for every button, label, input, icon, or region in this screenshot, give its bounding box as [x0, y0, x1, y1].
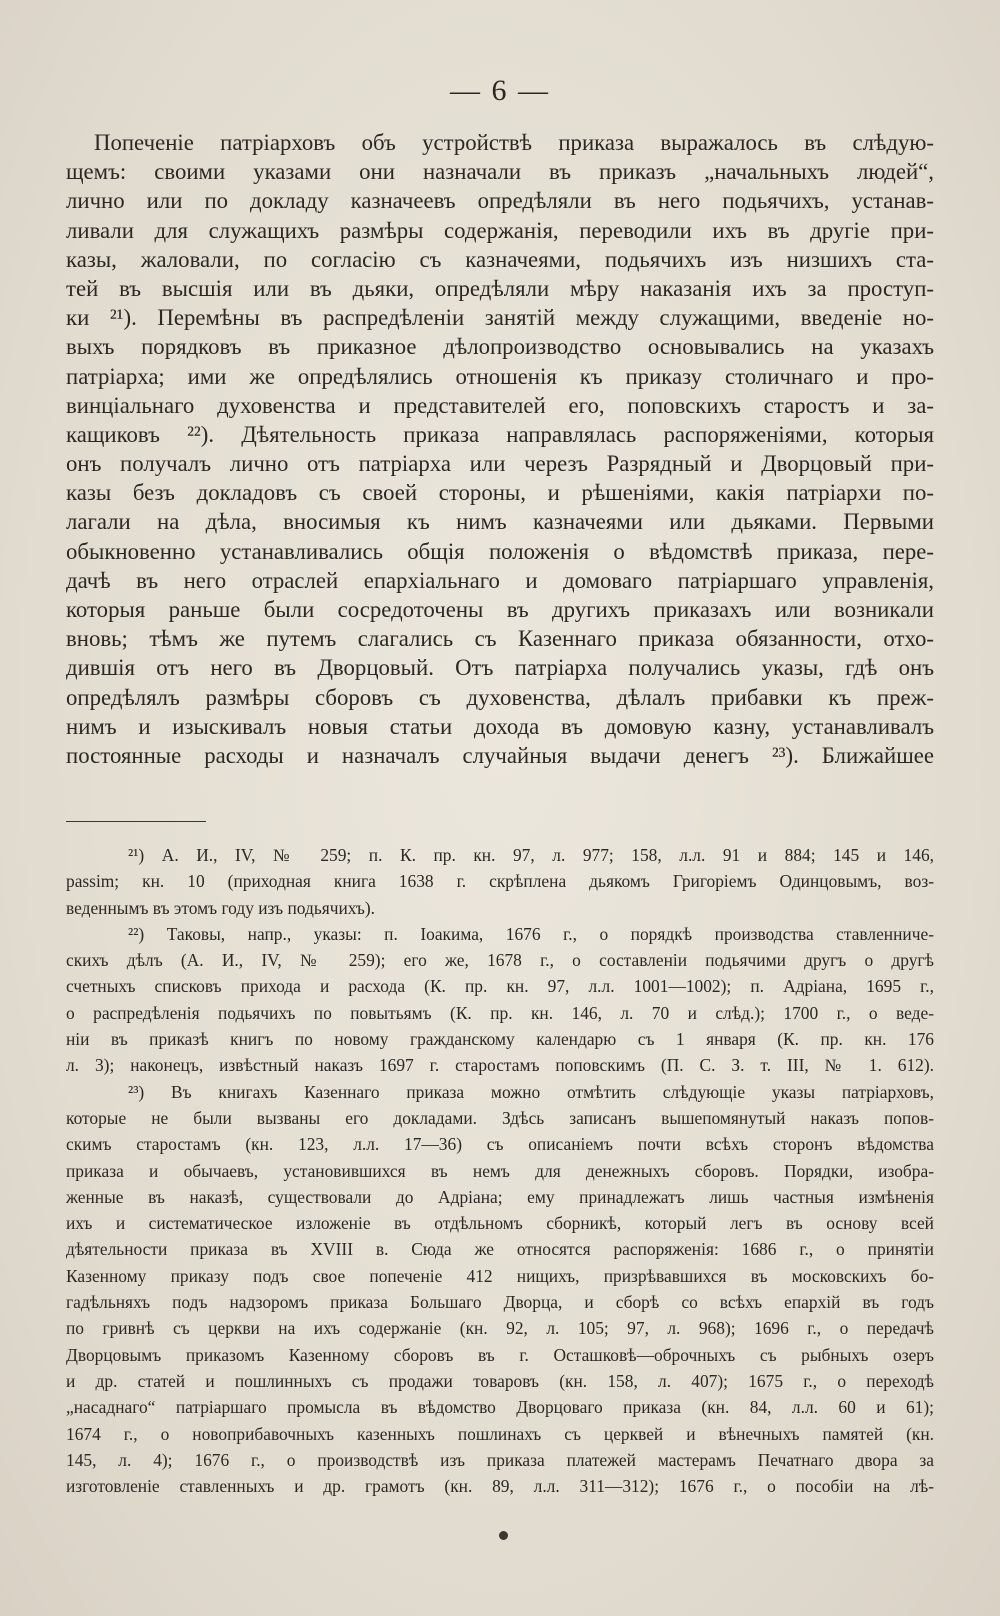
footnote-line: ²¹) А. И., IV, № 259; п. К. пр. кн. 97, л. 977; 158, л.л. 91 и 884; 145 и 146, — [128, 845, 934, 865]
footnote-line: passim; кн. 10 (приходная книга 1638 г. скрѣплена дьякомъ Григоріемъ Одинцовымъ, воз- — [66, 871, 934, 892]
ink-speck — [499, 1531, 508, 1540]
text-line: нимъ и изыскивалъ новыя статьи дохода въ домовую казну, устанавливалъ — [66, 713, 934, 739]
footnote-line: л. 3); наконецъ, извѣстный наказъ 1697 г. старостамъ поповскимъ (П. С. З. т. III, № 1. 612). — [66, 1055, 934, 1076]
text-line: тей въ высшія или въ дьяки, опредѣляли мѣру наказанія ихъ за проступ- — [66, 275, 934, 301]
footnote-line: счетныхъ списковъ прихода и расхода (К. пр. кн. 97, л.л. 1001—1002); п. Адріана, 1695 г., — [66, 976, 934, 997]
text-line: которыя раньше были сосредоточены въ другихъ приказахъ или возникали — [66, 597, 934, 622]
text-line: дачѣ въ него отраслей епархіальнаго и домоваго патріаршаго управленія, — [66, 567, 934, 593]
footnote-line: женные въ наказѣ, существовали до Адріана; ему принадлежатъ лишь частныя измѣненія — [66, 1186, 934, 1207]
footnote-line: ²³) Въ книгахъ Казеннаго приказа можно отмѣтить слѣдующіе указы патріарховъ, — [128, 1081, 934, 1102]
text-line: ливали для служащихъ размѣры содержанія, переводили ихъ въ другіе при- — [66, 217, 934, 243]
footnote-line: гадѣльняхъ подъ надзоромъ приказа Большаго Дворца, и сборѣ со всѣхъ епархій въ годъ — [66, 1292, 934, 1313]
footnote-line: о распредѣленія подьячихъ по повытьямъ (К. пр. кн. 146, л. 70 и слѣд.); 1700 г., о веде- — [66, 1002, 934, 1023]
text-line: патріарха; ими же опредѣлялись отношенія къ приказу столичнаго и про- — [66, 363, 934, 389]
footnote-line: веденнымъ въ этомъ году изъ подьячихъ). — [66, 897, 375, 918]
footnote-line: „насаднаго“ патріаршаго промысла въ вѣдомство Дворцоваго приказа (кн. 84, л.л. 60 и 61); — [66, 1397, 934, 1418]
footnote-separator — [66, 821, 206, 822]
main-text — [66, 128, 934, 770]
footnote-line: приказа и обычаевъ, установившихся въ немъ для денежныхъ сборовъ. Порядки, изобра- — [66, 1160, 934, 1181]
footnote-line: дѣятельности приказа въ XVIII в. Сюда же относятся распоряженія: 1686 г., о принятіи — [66, 1239, 934, 1260]
text-line: лагали на дѣла, вносимыя къ нимъ казначеями или дьяками. Первыми — [66, 509, 934, 535]
text-line: винціальнаго духовенства и представителей его, поповскихъ старостъ и за- — [66, 392, 934, 418]
footnote-line: ²²) Таковы, напр., указы: п. Іоакима, 1676 г., о порядкѣ производства ставленниче- — [128, 923, 934, 944]
text-line: опредѣлялъ размѣры сборовъ съ духовенства, дѣлалъ прибавки къ преж- — [66, 684, 934, 710]
footnote-line: Казенному приказу подъ свое попеченіе 412 нищихъ, призрѣвавшихся въ московскихъ бо- — [66, 1265, 934, 1286]
page-number: — 6 — — [450, 74, 550, 107]
footnote-line: ніи въ приказѣ книгъ по новому гражданскому календарю съ 1 января (К. пр. кн. 176 — [66, 1029, 934, 1050]
text-line: вновь; тѣмъ же путемъ слагались съ Казеннаго приказа обязанности, отхо- — [66, 626, 934, 652]
footnote-line: ихъ и систематическое изложеніе въ отдѣльномъ сборникѣ, который легъ въ основу всей — [66, 1213, 934, 1234]
footnote-line: и др. статей и пошлинныхъ съ продажи товаровъ (кн. 158, л. 407); 1675 г., о переходѣ — [66, 1370, 934, 1391]
footnote-line: 145, л. 4); 1676 г., о производствѣ изъ приказа платежей мастерамъ Печатнаго двора за — [66, 1449, 934, 1470]
footnote-line: 1674 г., о новоприбавочныхъ казенныхъ пошлинахъ съ церквей и вѣнечныхъ памятей (кн. — [66, 1423, 934, 1444]
text-line: обыкновенно устанавливались общія положенія о вѣдомствѣ приказа, пере- — [66, 538, 934, 564]
footnote-line: по гривнѣ съ церкви на ихъ содержаніе (кн. 92, л. 105; 97, л. 968); 1696 г., о передачѣ — [66, 1318, 934, 1339]
text-line: постоянные расходы и назначалъ случайныя выдачи денегъ ²³). Ближайшее — [66, 742, 934, 768]
text-line: ки ²¹). Перемѣны въ распредѣленіи занятій между служащими, введеніе но- — [66, 305, 934, 331]
footnote-line: скихъ дѣлъ (А. И., IV, № 259); его же, 1678 г., о составленіи подьячими другъ о другѣ — [66, 950, 934, 971]
footnote-line: изготовленіе ставленныхъ и др. грамотъ (кн. 89, л.л. 311—312); 1676 г., о пособіи на лѣ- — [66, 1476, 934, 1497]
footnotes — [66, 842, 934, 1499]
footnote-line: которые не были вызваны его докладами. Здѣсь записанъ вышепомянутый наказъ попов- — [66, 1107, 934, 1128]
text-line: лично или по докладу казначеевъ опредѣляли въ него подьячихъ, устанав- — [66, 188, 934, 214]
text-line: казы, жаловали, по согласію съ казначеями, подьячихъ изъ низшихъ ста- — [66, 246, 934, 272]
text-line: кащиковъ ²²). Дѣятельность приказа направлялась распоряженіями, которыя — [66, 421, 934, 447]
text-line: казы безъ докладовъ съ своей стороны, и рѣшеніями, какія патріархи по- — [66, 480, 934, 506]
text-line: Попеченіе патріарховъ объ устройствѣ приказа выражалось въ слѣдую- — [94, 130, 934, 155]
text-line: онъ получалъ лично отъ патріарха или черезъ Разрядный и Дворцовый при- — [66, 451, 934, 477]
text-line: дившія отъ него въ Дворцовый. Отъ патріарха получались указы, гдѣ онъ — [66, 655, 934, 681]
text-line: выхъ порядковъ въ приказное дѣлопроизводство основывались на указахъ — [66, 334, 934, 360]
footnote-line: скимъ старостамъ (кн. 123, л.л. 17—36) съ описаніемъ почти всѣхъ сторонъ вѣдомства — [66, 1134, 934, 1155]
footnote-line: Дворцовымъ приказомъ Казенному сборовъ въ г. Осташковѣ—оброчныхъ съ рыбныхъ озеръ — [66, 1344, 934, 1365]
text-line: щемъ: своими указами они назначали въ приказъ „начальныхъ людей“, — [66, 159, 934, 185]
